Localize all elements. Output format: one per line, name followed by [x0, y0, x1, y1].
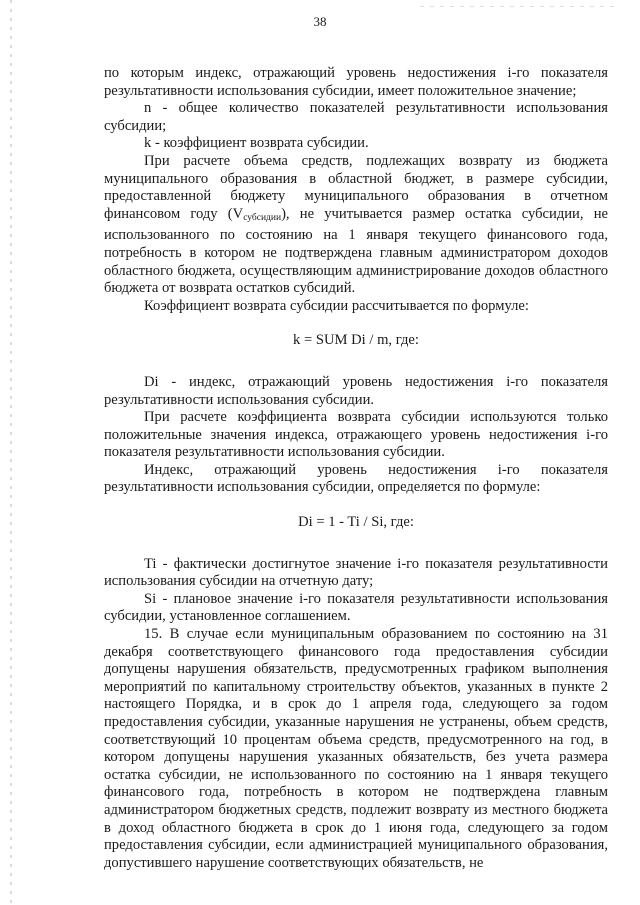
paragraph-with-subscript [104, 153, 608, 298]
paragraph-part: При расчете объема средств, подлежащих возврату из бюджета муниципального образования в областной бюджет, в размере субсидии, предоставленной бюджету муниципального образования в отчетном финансовом году (V [104, 152, 608, 222]
subscript: субсидии [243, 212, 282, 223]
scan-top-artifact [420, 6, 620, 7]
paragraph: Ti - фактически достигнутое значение i-го показателя результативности использования субсидии на отчетную дату; [104, 555, 608, 590]
paragraph: по которым индекс, отражающий уровень недостижения i-го показателя результативности использования субсидии, имеет положительное значение; [104, 65, 608, 99]
paragraph: n - общее количество показателей результативности использования субсидии; [104, 100, 608, 134]
paragraph: 15. В случае если муниципальным образованием по состоянию на 31 декабря соответствующего финансового года предоставления субсидии допущены нарушения обязательств, предусмотренных графиком выполнения мероприятий по капитальному строительству объектов, указанных в пункте 2 настоящего Порядка, и в срок до 1 апреля года, следующего за годом предоставления субсидии, указанные нарушения не устранены, объем средств, соответствующий 10 процентам объема средств, предусмотренного на год, в котором допущены нарушения указанных обязательств, без учета размера остатка субсидии, не использованного по состоянию на 1 января текущего финансового года, потребность в котором не подтверждена главным администратором бюджетных средств, подлежит возврату из местного бюджета в доход областного бюджета в срок до 1 июня года, следующего за годом предоставления субсидии, если администрацией муниципального образования, допустившего нарушение соответствующих обязательств, не [104, 626, 608, 871]
paragraph: Индекс, отражающий уровень недостижения i-го показателя результативности использования субсидии, определяется по формуле: [104, 461, 608, 496]
paragraph: При расчете коэффициента возврата субсидии используются только положительные значения индекса, отражающего уровень недостижения i-го показателя результативности использования субсидии. [104, 409, 608, 461]
paragraph-part: ), не учитывается размер остатка субсидии, не использованного по состоянию на 1 января текущего финансового года, потребность в котором не подтверждена главным администратором доходов областного бюджета, осуществляющим администрирование доходов областного бюджета от возврата остатков субсидий. [104, 205, 608, 297]
paragraph: Коэффициент возврата субсидии рассчитывается по формуле: [144, 297, 529, 314]
paragraph: Si - плановое значение i-го показателя результативности использования субсидии, установленное соглашением. [104, 590, 608, 625]
formula: Di = 1 - Ti / Si, где: [298, 514, 414, 531]
formula: k = SUM Di / m, где: [293, 332, 419, 349]
document-body [104, 65, 608, 872]
paragraph: k - коэффициент возврата субсидии. [144, 135, 369, 152]
paragraph: Di - индекс, отражающий уровень недостижения i-го показателя результативности использования субсидии. [104, 373, 608, 408]
scan-border-artifact [10, 0, 12, 905]
page-number: 38 [313, 14, 327, 29]
